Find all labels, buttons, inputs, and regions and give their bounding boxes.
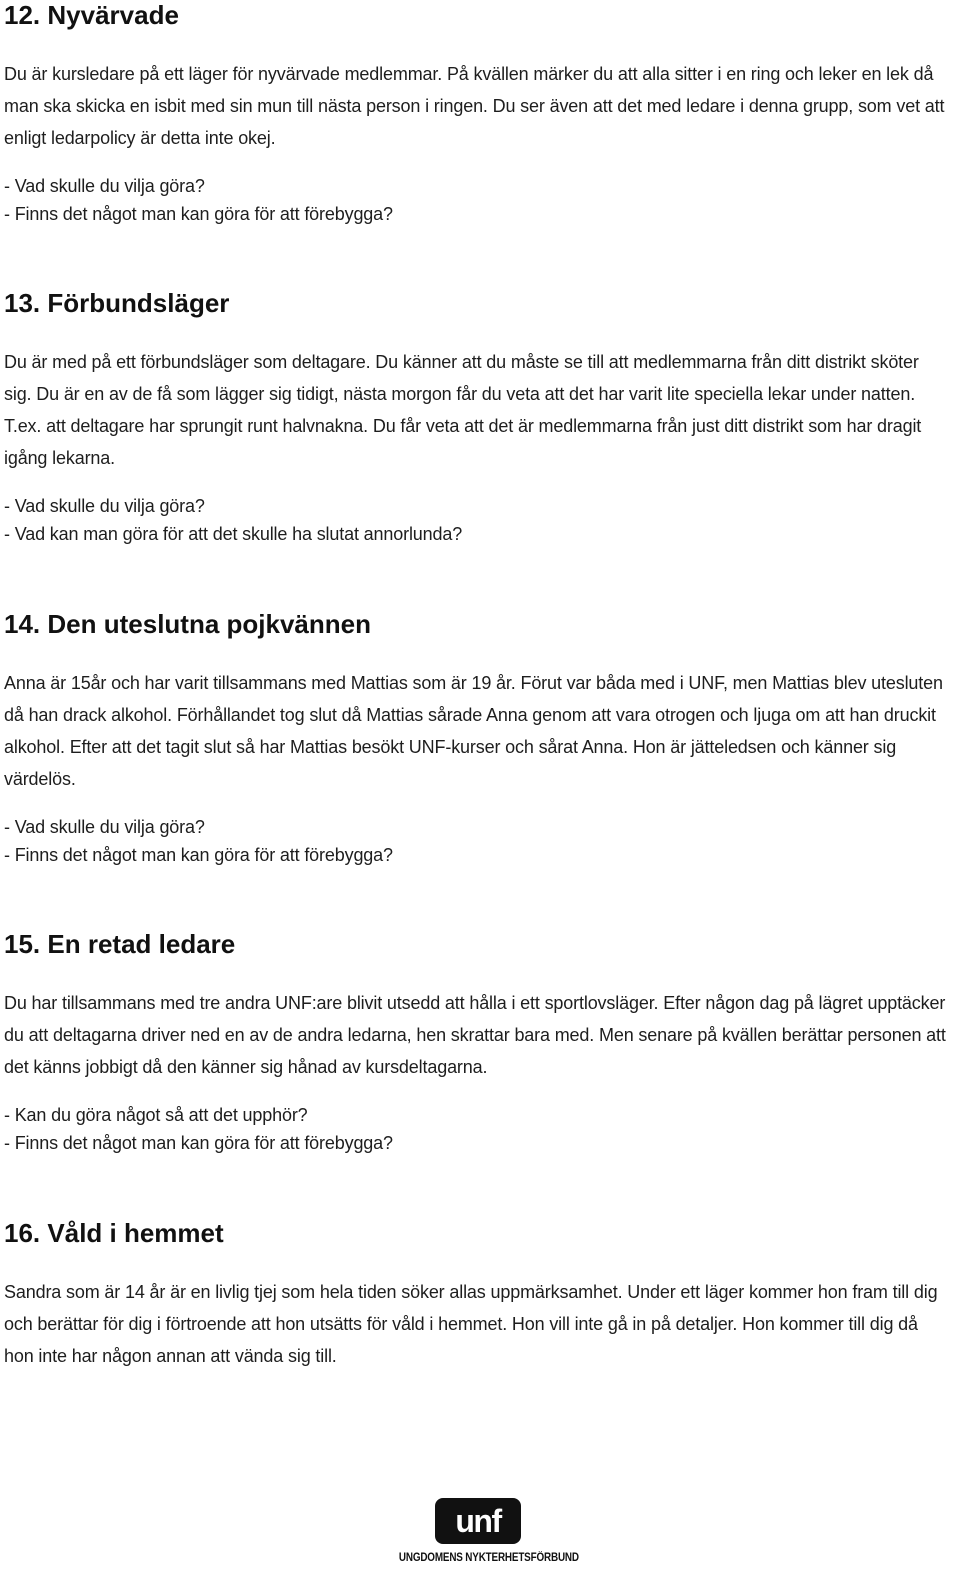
section-heading (4, 288, 949, 318)
unf-logo-mark (435, 1498, 521, 1544)
question-list (4, 813, 949, 869)
section-heading (4, 929, 949, 959)
section-14 (4, 609, 949, 869)
section-body: Du har tillsammans med tre andra UNF:are blivit utsedd att hålla i ett sportlovsläger. Efter någon dag på lägret upptäcker du att deltagarna driver ned en av de andra ledarna, hen skrattar bara med. Men senare på kvällen berättar personen att det känns jobbigt då den känner sig hånad av kursdeltagarna. (4, 993, 946, 1077)
question-list (4, 1101, 949, 1157)
section-13 (4, 288, 949, 548)
section-body: Anna är 15år och har varit tillsammans med Mattias som är 19 år. Förut var båda med i UNF, men Mattias blev utesluten då han drack alkohol. Förhållandet tog slut då Mattias sårade Anna genom att vara otrogen och ljuga om att han druckit alkohol. Efter att det tagit slut så har Mattias besökt UNF-kurser och sårat Anna. Hon är jätteledsen och känner sig värdelös. (4, 673, 943, 789)
section-15 (4, 929, 949, 1157)
question: - Finns det något man kan göra för att förebygga? (4, 1133, 393, 1153)
unf-footer (386, 1498, 579, 1570)
section-12 (4, 0, 949, 228)
section-number: 12. (4, 0, 41, 30)
section-number: 13. (4, 288, 41, 318)
section-number: 15. (4, 929, 41, 959)
section-title: Nyvärvade (47, 0, 179, 30)
section-title: Förbundsläger (47, 288, 230, 318)
section-body: Sandra som är 14 år är en livlig tjej som hela tiden söker allas uppmärksamhet. Under ett läger kommer hon fram till dig och berättar för dig i förtroende att hon utsätts för våld i hemmet. Hon vill inte gå in på detaljer. Hon kommer till dig då hon inte har någon annan att vända sig till. (4, 1282, 938, 1366)
question: - Vad kan man göra för att det skulle ha slutat annorlunda? (4, 524, 463, 544)
question-list (4, 492, 949, 548)
question: - Finns det något man kan göra för att förebygga? (4, 845, 393, 865)
question: - Vad skulle du vilja göra? (4, 496, 205, 516)
question: - Vad skulle du vilja göra? (4, 817, 205, 837)
section-title: Våld i hemmet (47, 1218, 224, 1248)
logo-text: unf (455, 1503, 501, 1539)
section-heading (4, 0, 949, 30)
section-number: 14. (4, 609, 41, 639)
question: - Kan du göra något så att det upphör? (4, 1105, 308, 1125)
section-heading (4, 1218, 949, 1248)
section-title: En retad ledare (47, 929, 236, 959)
section-body: Du är kursledare på ett läger för nyvärvade medlemmar. På kvällen märker du att alla sitter i en ring och leker en lek då man ska skicka en isbit med sin mun till nästa person i ringen. Du ser även att det med ledare i denna grupp, som vet att enligt ledarpolicy är detta inte okej. (4, 64, 945, 148)
section-heading (4, 609, 949, 639)
question-list (4, 172, 949, 228)
question: - Finns det något man kan göra för att förebygga? (4, 204, 393, 224)
logo-tagline: UNGDOMENS NYKTERHETSFÖRBUND (398, 1552, 579, 1564)
section-title: Den uteslutna pojkvännen (47, 609, 371, 639)
question: - Vad skulle du vilja göra? (4, 176, 205, 196)
section-number: 16. (4, 1218, 41, 1248)
section-body: Du är med på ett förbundsläger som deltagare. Du känner att du måste se till att medlemmarna från ditt distrikt sköter sig. Du är en av de få som lägger sig tidigt, nästa morgon får du veta att det har varit lite speciella lekar under natten. T.ex. att deltagare har sprungit runt halvnakna. Du får veta att det är medlemmarna från just ditt distrikt som har dragit igång lekarna. (4, 352, 922, 468)
section-16 (4, 1218, 949, 1372)
unf-logo (435, 1498, 521, 1544)
